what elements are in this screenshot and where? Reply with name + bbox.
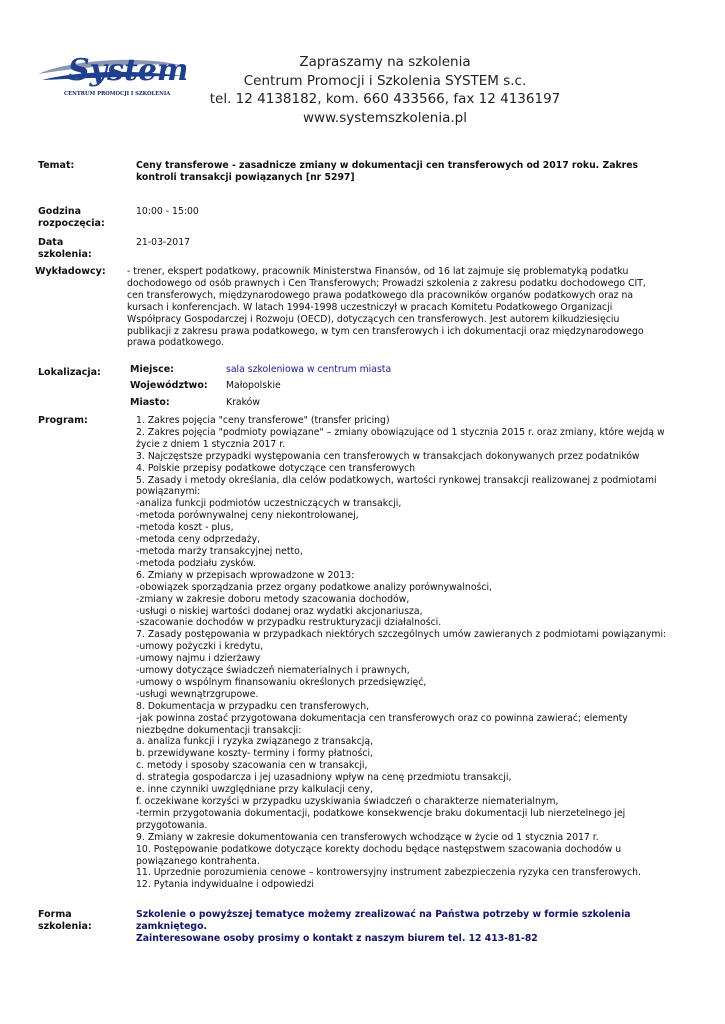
wykladowcy-line: kursach i konferencjach. W latach 1994-1998 uczestniczył w pracach Komitetu Podatkowego Organizacji bbox=[127, 301, 613, 313]
program-line: e. inne czynniki uwzględniane przy kalkulacji ceny, bbox=[136, 784, 373, 796]
header-line-phone: tel. 12 4138182, kom. 660 433566, fax 12 4136197 bbox=[209, 91, 561, 107]
program-line: 4. Polskie przepisy podatkowe dotyczące cen transferowych bbox=[136, 462, 416, 474]
program-line: -umowy najmu i dzierżawy bbox=[136, 653, 261, 665]
forma-label bbox=[38, 909, 92, 933]
godzina-label-line: Godzina bbox=[38, 206, 82, 217]
header-line-invite: Zapraszamy na szkolenia bbox=[299, 54, 471, 70]
program-line: 7. Zasady postępowania w przypadkach niektórych szczególnych umów zawieranych z podmiotami powiązanymi: bbox=[136, 629, 667, 641]
program-line: 1. Zakres pojęcia "ceny transferowe" (transfer pricing) bbox=[136, 415, 390, 426]
program-line: powiązanego kontrahenta. bbox=[136, 855, 260, 867]
program-line: -usługi o niskiej wartości dodanej oraz wydatki akcjonariusza, bbox=[136, 605, 423, 617]
forma-label-line: Forma bbox=[38, 909, 72, 920]
wojewodztwo-label: Województwo: bbox=[130, 380, 208, 391]
temat-label: Temat: bbox=[38, 160, 75, 171]
miasto-value: Kraków bbox=[226, 397, 260, 408]
program-line: niezbędne dokumentacji transakcji: bbox=[136, 724, 302, 736]
godzina-label bbox=[38, 206, 105, 230]
program-line: 8. Dokumentacja w przypadku cen transferowych, bbox=[136, 700, 370, 712]
program-line: 3. Najczęstsze przypadki występowania cen transferowych w transakcjach dokonywanych przez podatników bbox=[136, 450, 640, 462]
program-line: 6. Zmiany w przepisach wprowadzone w 2013: bbox=[136, 569, 355, 581]
forma-line: Szkolenie o powyższej tematyce możemy zrealizować na Państwa potrzeby w formie szkolenia bbox=[136, 909, 631, 920]
miejsce-label: Miejsce: bbox=[130, 364, 174, 375]
logo-word: System bbox=[68, 53, 186, 88]
program-line: życie z dniem 1 stycznia 2017 r. bbox=[136, 438, 286, 450]
logo-caption: CENTRUM PROMOCJI I SZKOLENIA bbox=[64, 91, 171, 97]
system-logo bbox=[36, 50, 186, 100]
miejsce-value[interactable]: sala szkoleniowa w centrum miasta bbox=[226, 364, 392, 375]
program-line: -analiza funkcji podmiotów uczestniczących w transakcji, bbox=[136, 498, 402, 510]
program-line: -umowy dotyczące świadczeń niematerialnych i prawnych, bbox=[136, 665, 410, 677]
forma-contact-line: Zainteresowane osoby prosimy o kontakt z naszym biurem tel. 12 413-81-82 bbox=[136, 933, 538, 945]
wojewodztwo-value: Małopolskie bbox=[226, 380, 281, 391]
program-line: 10. Postępowanie podatkowe dotyczące korekty dochodu będące następstwem szacowania dochodów u bbox=[136, 843, 622, 855]
wykladowcy-line: prawa podatkowego. bbox=[127, 337, 224, 349]
program-line: -obowiązek sporządzania przez organy podatkowe analizy porównywalności, bbox=[136, 581, 493, 593]
data-value: 21-03-2017 bbox=[136, 237, 191, 248]
header-line-website[interactable]: www.systemszkolenia.pl bbox=[303, 109, 467, 126]
temat-value bbox=[136, 160, 696, 184]
program-line: -metoda podziału zysków. bbox=[136, 557, 256, 569]
program-line: 2. Zakres pojęcia "podmioty powiązane" – zmiany obowiązujące od 1 stycznia 2015 r. oraz zmiany, które wejdą w bbox=[136, 426, 665, 438]
program-line: -zmiany w zakresie doboru metody szacowania dochodów, bbox=[136, 593, 410, 605]
program-line: -umowy pożyczki i kredytu, bbox=[136, 641, 264, 653]
program-line: 11. Uprzednie porozumienia cenowe – kontrowersyjny instrument zabezpieczenia ryzyka cen transferowych. bbox=[136, 867, 641, 879]
program-line: przygotowania. bbox=[136, 819, 208, 831]
program-line: c. metody i sposoby szacowania cen w transakcji, bbox=[136, 760, 368, 772]
program-line: -metoda koszt - plus, bbox=[136, 522, 234, 534]
program-line: 12. Pytania indywidualne i odpowiedzi bbox=[136, 879, 315, 891]
miasto-label: Miasto: bbox=[130, 397, 170, 408]
program-line: b. przewidywane koszty- terminy i formy płatności, bbox=[136, 748, 373, 760]
program-list bbox=[136, 415, 696, 891]
program-line: -metoda porównywalnej ceny niekontrolowanej, bbox=[136, 510, 359, 522]
wykladowcy-line: dochodowego od osób prawnych i Cen Transferowych; Prowadzi szkolenia z zakresu podatku dochodowego CIT, bbox=[127, 277, 646, 289]
wykladowcy-label: Wykładowcy: bbox=[35, 266, 106, 277]
data-label-line: szkolenia: bbox=[38, 249, 92, 260]
wykladowcy-value bbox=[127, 266, 697, 349]
program-line: -termin przygotowania dokumentacji, podatkowe konsekwencje braku dokumentacji lub nierzetelnego jej bbox=[136, 807, 626, 819]
program-line: -metoda ceny odprzedaży, bbox=[136, 534, 261, 546]
wykladowcy-line: - trener, ekspert podatkowy, pracownik Ministerstwa Finansów, od 16 lat zajmuje się problematyką podatku bbox=[127, 266, 629, 277]
header-block bbox=[180, 53, 590, 127]
forma-label-line: szkolenia: bbox=[38, 921, 92, 932]
forma-value bbox=[136, 909, 696, 946]
godzina-label-line: rozpoczęcia: bbox=[38, 218, 105, 229]
temat-line: kontroli transakcji powiązanych [nr 5297] bbox=[136, 171, 355, 183]
program-line: 5. Zasady i metody określania, dla celów podatkowych, wartości rynkowej transakcji realizowanej z podmiotami bbox=[136, 474, 657, 486]
lokalizacja-label: Lokalizacja: bbox=[38, 367, 101, 378]
program-line: -metoda marży transakcyjnej netto, bbox=[136, 545, 303, 557]
data-label bbox=[38, 237, 92, 261]
forma-line: zamkniętego. bbox=[136, 921, 207, 933]
program-line: powiązanymi: bbox=[136, 486, 201, 498]
program-line: 9. Zmiany w zakresie dokumentowania cen transferowych wchodzące w życie od 1 stycznia 2017 r. bbox=[136, 831, 599, 843]
program-line: -jak powinna zostać przygotowana dokumentacja cen transferowych oraz co powinna zawierać; elementy bbox=[136, 712, 628, 724]
data-label-line: Data bbox=[38, 237, 64, 248]
wykladowcy-line: publikacji z zakresu prawa podatkowego, w tym cen transferowych i ich dokumentacji oraz międzynarodowego bbox=[127, 325, 644, 337]
header-line-company: Centrum Promocji i Szkolenia SYSTEM s.c. bbox=[243, 72, 527, 89]
program-label: Program: bbox=[38, 415, 88, 426]
program-line: d. strategia gospodarcza i jej uzasadniony wpływ na cenę przedmiotu transakcji, bbox=[136, 772, 512, 784]
wykladowcy-line: Współpracy Gospodarczej i Rozwoju (OECD), dotyczących cen transferowych. Jest autorem kilkudziesięciu bbox=[127, 313, 620, 325]
program-line: a. analiza funkcji i ryzyka związanego z transakcją, bbox=[136, 736, 374, 748]
program-line: -szacowanie dochodów w przypadku restrukturyzacji działalności. bbox=[136, 617, 442, 629]
program-line: -usługi wewnątrzgrupowe. bbox=[136, 688, 259, 700]
godzina-value: 10:00 - 15:00 bbox=[136, 206, 199, 217]
temat-line: Ceny transferowe - zasadnicze zmiany w dokumentacji cen transferowych od 2017 roku. Zakres bbox=[136, 160, 639, 171]
program-line: f. oczekiwane korzyści w przypadku uzyskiwania świadczeń o charakterze niematerialnym, bbox=[136, 796, 559, 807]
wykladowcy-line: cen transferowych, międzynarodowego prawa podatkowego dla pracowników organów podatkowych oraz na bbox=[127, 289, 634, 301]
program-line: -umowy o wspólnym finansowaniu określonych przedsięwzięć, bbox=[136, 676, 427, 688]
